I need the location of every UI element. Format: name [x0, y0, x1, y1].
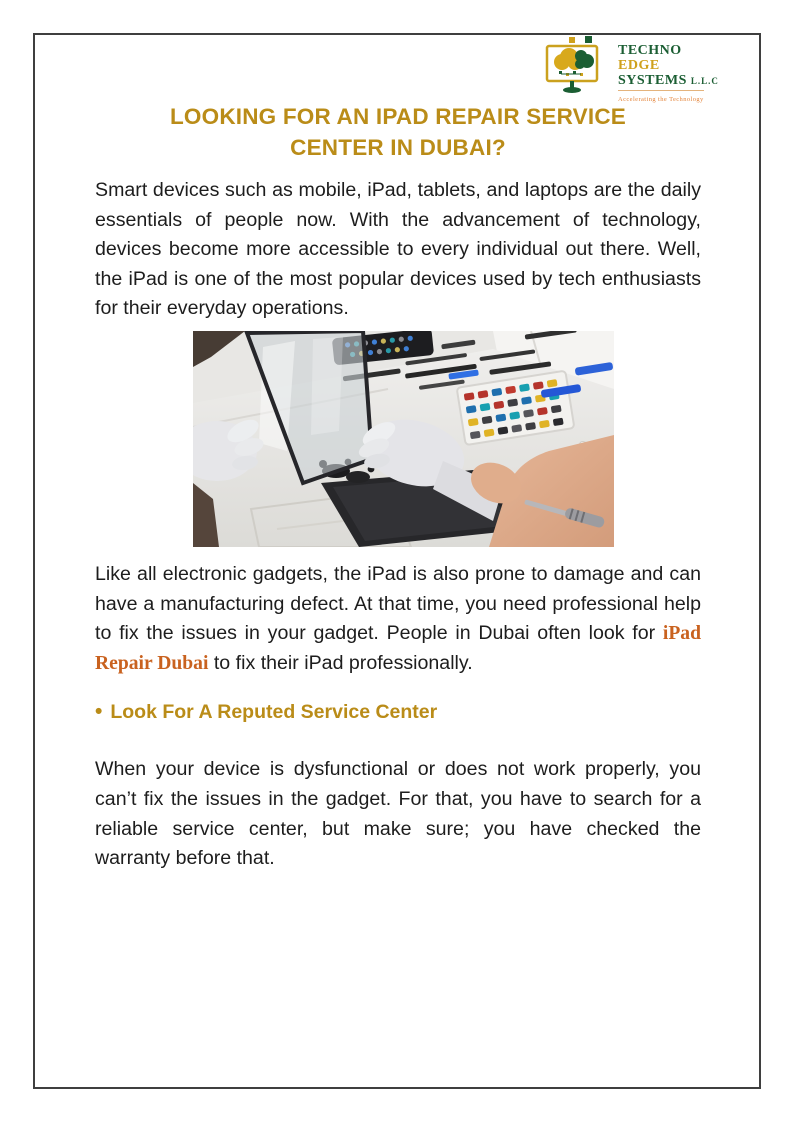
section-heading: [95, 697, 701, 727]
logo-llc-suffix: L.L.C: [690, 76, 719, 86]
logo-line-systems: SYSTEMS L.L.C: [618, 73, 719, 88]
document-content: [95, 101, 701, 874]
body-text-after-link: to fix their iPad professionally.: [208, 651, 473, 674]
logo-monitor-cloud-icon: [545, 36, 611, 94]
ipad-repair-dubai-link[interactable]: iPad Repair Dubai: [95, 623, 701, 674]
bullet-icon: •: [95, 700, 103, 724]
section-heading-text: Look For A Reputed Service Center: [110, 701, 438, 724]
logo-line-techno: TECHNO: [618, 43, 682, 58]
repair-photo: [193, 331, 614, 547]
logo-tagline: Accelerating the Technology: [618, 90, 704, 107]
repair-photo-illustration: [193, 331, 614, 547]
body-text-before-link: Like all electronic gadgets, the iPad is also prone to damage and can have a manufacturing defect. At that time, you need professional help to fix the issues in your gadget. People in Dubai often look for: [95, 562, 701, 645]
logo-wordmark: [618, 36, 719, 107]
logo-line-edge: EDGE: [618, 58, 660, 73]
page-title: [95, 101, 701, 163]
page-title-line-2: CENTER IN DUBAI?: [290, 135, 506, 160]
company-logo: [545, 36, 719, 107]
page-title-line-1: LOOKING FOR AN IPAD REPAIR SERVICE: [169, 104, 626, 129]
body-paragraph: [95, 560, 701, 678]
intro-paragraph: Smart devices such as mobile, iPad, tablets, and laptops are the daily essentials of people now. With the advancement of technology, devices become more accessible to every individual out there. Well, the iPad is one of the most popular devices used by tech enthusiasts for their everyday operations.: [95, 179, 701, 320]
closing-paragraph: When your device is dysfunctional or does not work properly, you can’t fix the issues in the gadget. For that, you have to search for a reliable service center, but make sure; you have checked the warranty before that.: [95, 758, 701, 870]
